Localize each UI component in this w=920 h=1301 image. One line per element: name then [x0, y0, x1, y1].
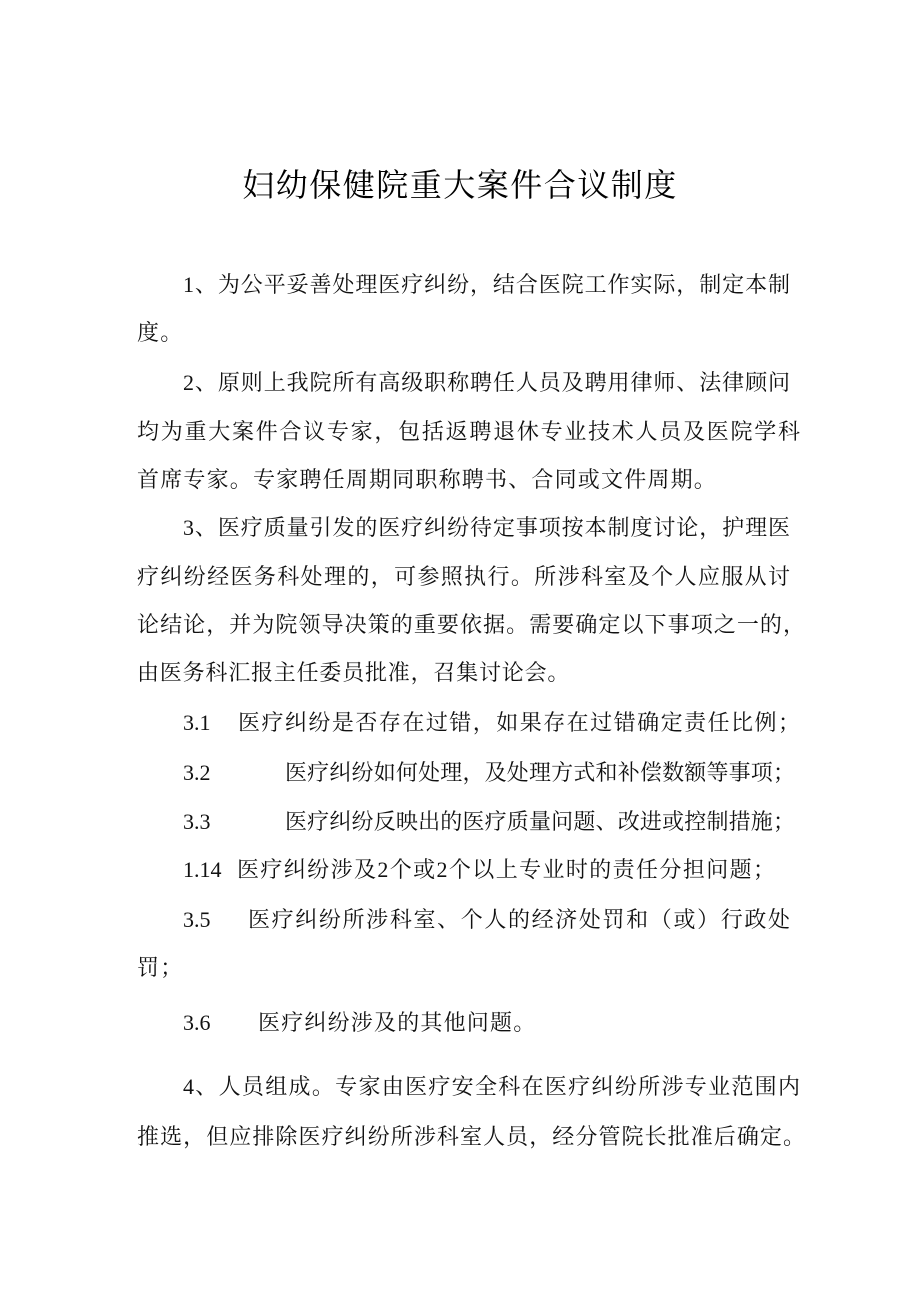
item-number: 3.2	[183, 760, 211, 785]
paragraph-4-line-1: 4、人员组成。专家由医疗安全科在医疗纠纷所涉专业范围内	[183, 1074, 800, 1099]
item-text: 医疗纠纷是否存在过错，如果存在过错确定责任比例；	[238, 710, 800, 735]
item-text: 医疗纠纷涉及2个或2个以上专业时的责任分担问题；	[237, 857, 775, 882]
paragraph-2-line-1: 2、原则上我院所有高级职称聘任人员及聘用律师、法律顾问	[183, 370, 790, 395]
item-text: 医疗纠纷涉及的其他问题。	[258, 1010, 537, 1035]
paragraph-3-line-3: 论结论，并为院领导决策的重要依据。需要确定以下事项之一的，	[137, 612, 805, 637]
item-text: 医疗纠纷如何处理，及处理方式和补偿数额等事项；	[285, 760, 795, 785]
item-text-continued: 罚；	[137, 955, 184, 980]
paragraph-3-line-2: 疗纠纷经医务科处理的，可参照执行。所涉科室及个人应服从讨	[137, 564, 790, 589]
item-text: 医疗纠纷反映出的医疗质量问题、改进或控制措施；	[285, 809, 795, 834]
paragraph-3-line-4: 由医务科汇报主任委员批准，召集讨论会。	[137, 660, 571, 685]
paragraph-1-line-2: 度。	[137, 320, 184, 345]
paragraph-2-line-2: 均为重大案件合议专家，包括返聘退休专业技术人员及医院学科	[137, 419, 800, 444]
item-number: 3.5	[183, 907, 211, 932]
paragraph-4-line-2: 推选，但应排除医疗纠纷所涉科室人员，经分管院长批准后确定。	[137, 1124, 805, 1149]
item-text: 医疗纠纷所涉科室、个人的经济处罚和（或）行政处	[248, 907, 790, 932]
paragraph-1-line-1: 1、为公平妥善处理医疗纠纷，结合医院工作实际，制定本制	[183, 272, 790, 297]
item-number: 3.3	[183, 809, 211, 834]
item-number: 1.14	[183, 857, 222, 882]
paragraph-3-line-1: 3、医疗质量引发的医疗纠纷待定事项按本制度讨论，护理医	[183, 515, 790, 540]
paragraph-2-line-3: 首席专家。专家聘任周期同职称聘书、合同或文件周期。	[137, 467, 718, 492]
item-number: 3.1	[183, 710, 211, 735]
document-title: 妇幼保健院重大案件合议制度	[242, 166, 678, 204]
item-number: 3.6	[183, 1010, 211, 1035]
